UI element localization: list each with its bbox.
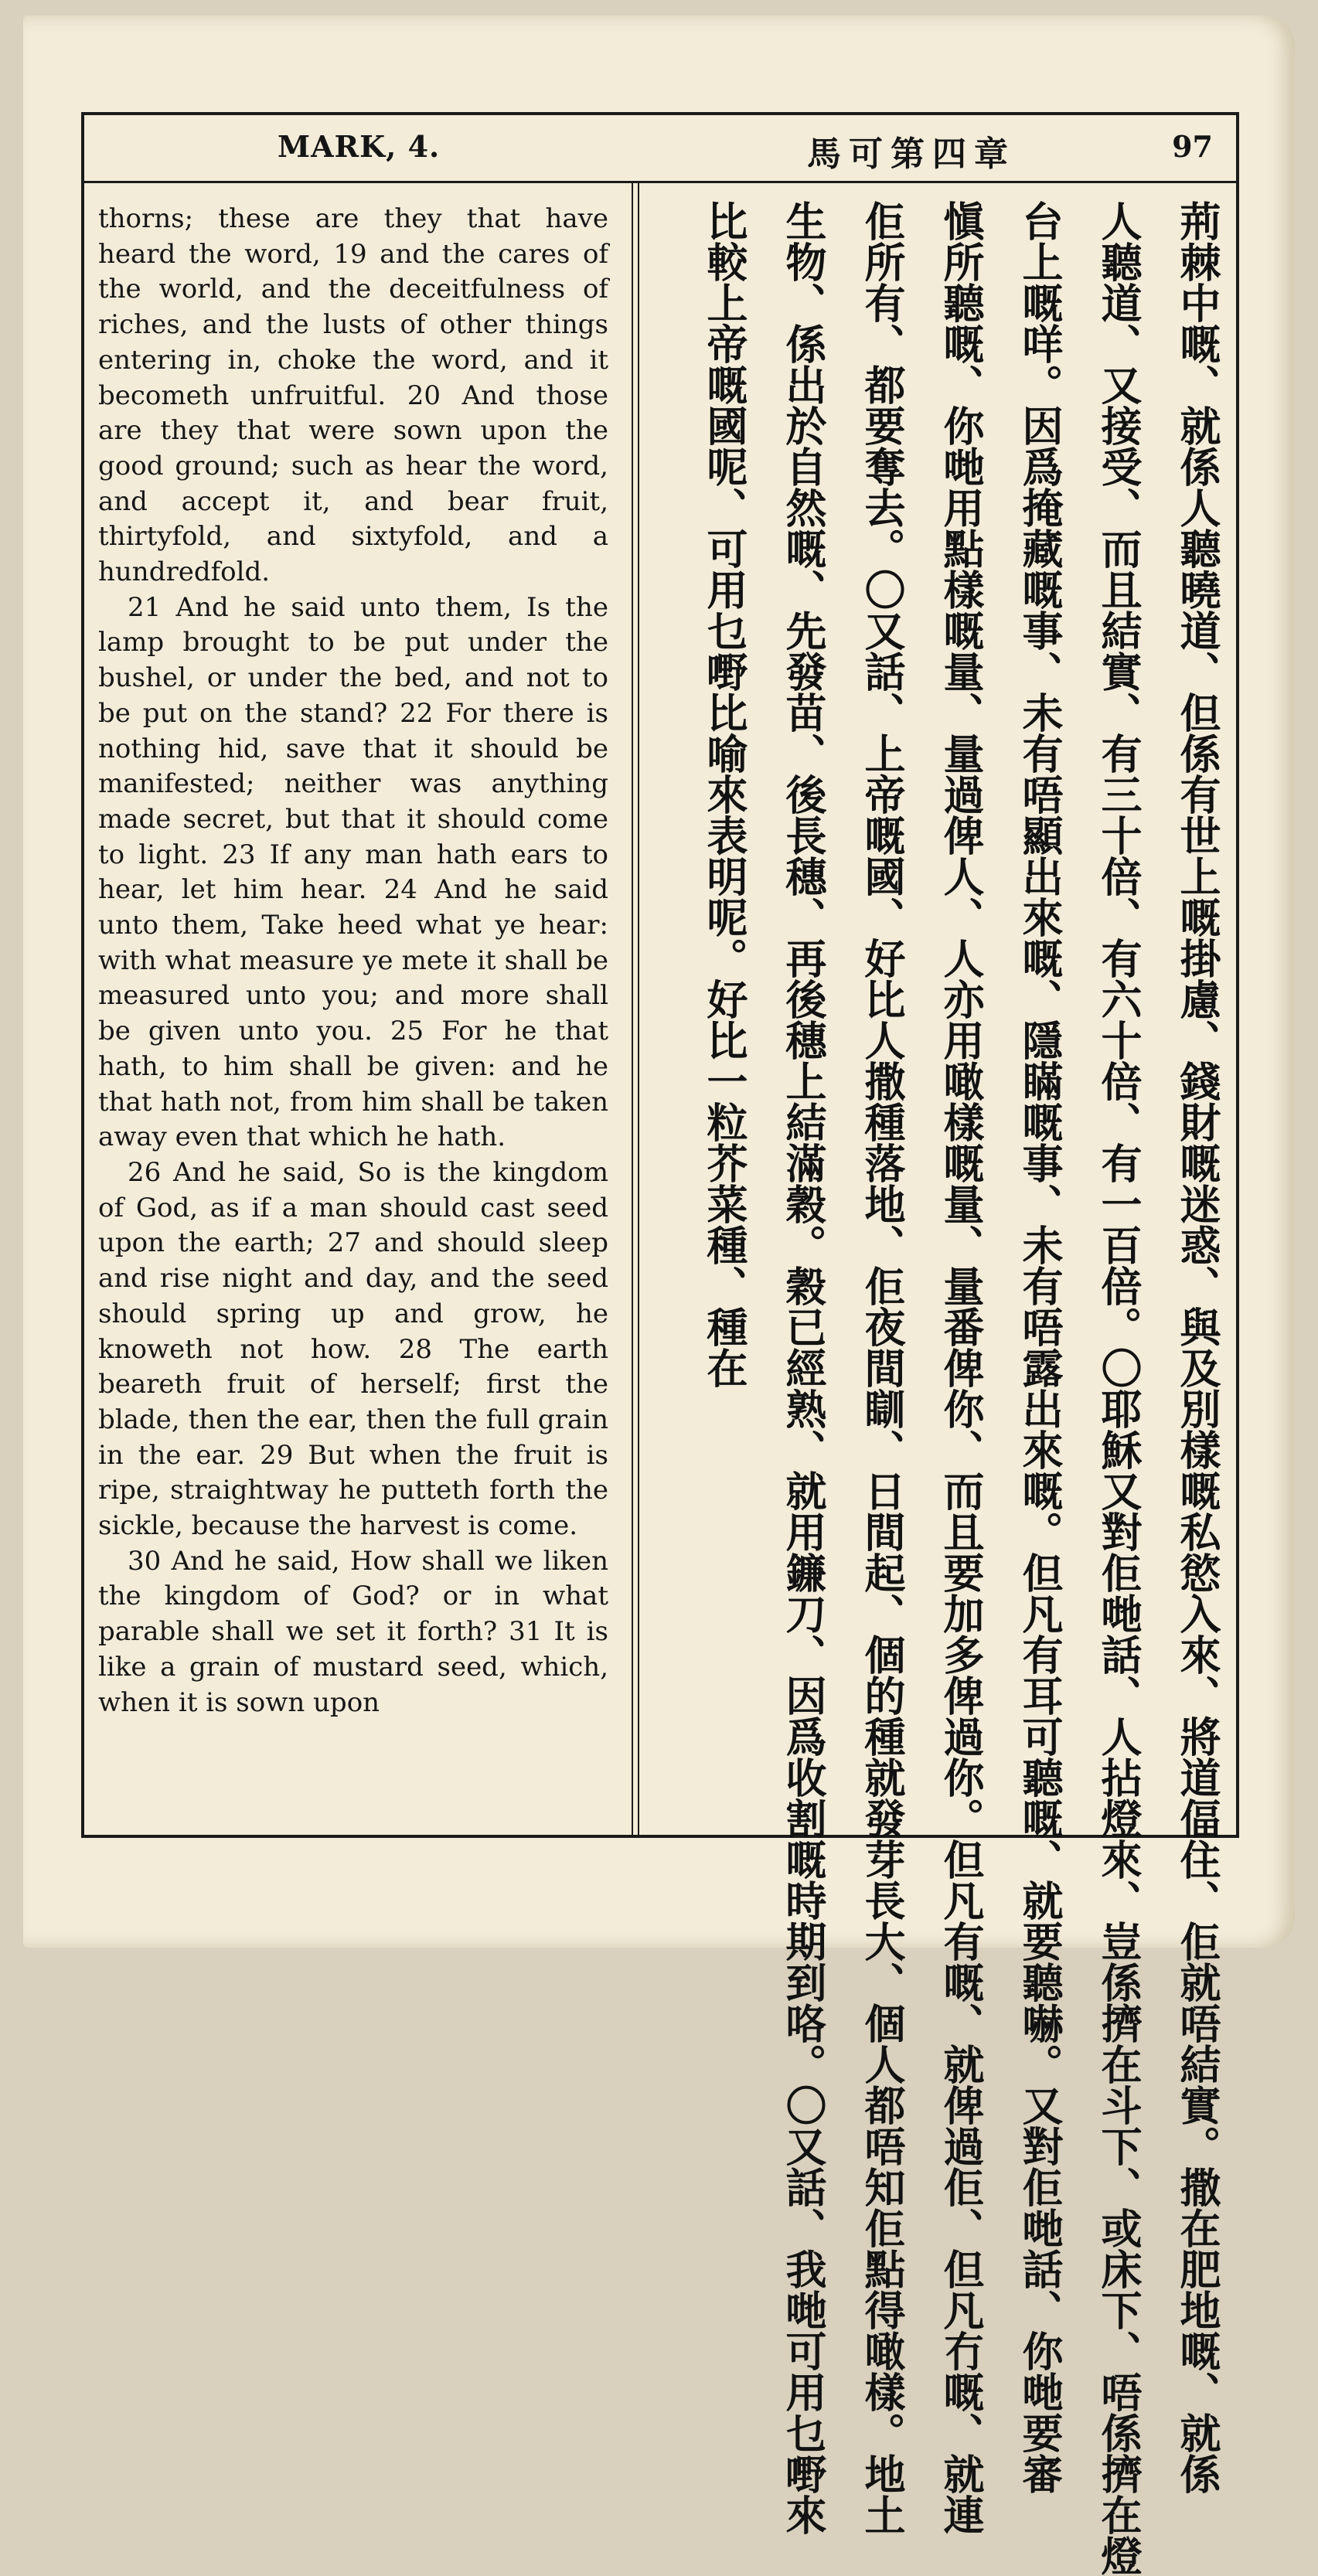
english-text-column — [98, 202, 608, 1720]
chinese-line: 比較上帝嘅國呢、可用乜嘢比喻來表明呢。好比一粒芥菜種、種在 — [700, 200, 748, 1388]
chinese-line: 佢所有、都要奪去。〇又話、上帝嘅國、好比人撒種落地、佢夜間瞓、日間起、個的種就發芽長大、個人都唔知佢點得噉樣。地土 — [858, 200, 905, 2535]
chinese-line: 生物、係出於自然嘅、先發苗、後長穗、再後穗上結滿穀。穀已經熟、就用鐮刀、因爲收割嘅時期到咯。〇又話、我哋可用乜嘢來 — [779, 200, 826, 2535]
running-header — [84, 115, 1236, 183]
chinese-line: 台上嘅咩。因爲掩藏嘅事、未有唔顯出來嘅、隱瞞嘅事、未有唔露出來嘅。但凡有耳可聽嘅、就要聽嚇。又對佢哋話、你哋要審 — [1016, 200, 1063, 2494]
page-frame — [81, 112, 1239, 2576]
chinese-line: 愼所聽嘅、你哋用點樣嘅量、量過俾人、人亦用噉樣嘅量、量番俾你、而且要加多俾過你。但凡有嘅、就俾過佢、但凡冇嘅、就連 — [937, 200, 984, 2535]
column-divider — [632, 183, 639, 1835]
english-paragraph: 26 And he said, So is the kingdom of God, as if a man should cast seed upon the earth; 27 and should sleep and rise night and day, and the seed should spring up and grow, he knoweth not how. 28 The earth beareth fruit of herself; first the blade, then the ear, then the full grain in the ear. 29 But when the fruit is ripe, straightway he putteth forth the sickle, because the harvest is come. — [98, 1156, 608, 1542]
chinese-line: 人聽道、又接受、而且結實、有三十倍、有六十倍、有一百倍。〇耶穌又對佢哋話、人拈燈來、豈係擠在斗下、或床下、唔係擠在燈 — [1095, 200, 1142, 2576]
english-paragraph: 30 And he said, How shall we liken the kingdom of God? or in what parable shall we set it forth? 31 It is like a grain of mustard seed, which, when it is sown upon — [98, 1545, 608, 1718]
english-paragraph: thorns; these are they that have heard the word, 19 and the cares of the world, and the deceitfulness of riches, and the lusts of other things entering in, choke the word, and it becometh unfruitful. 20 And those are they that were sown upon the good ground; such as hear the word, and accept it, and bear fruit, thirtyfold, and sixtyfold, and a hundredfold. — [98, 203, 608, 588]
book-page — [23, 15, 1295, 2576]
header-chinese-title: 馬可第四章 — [807, 134, 1016, 174]
english-paragraph: 21 And he said unto them, Is the lamp brought to be put under the bushel, or under the bed, and not to be put on the stand? 22 For there is nothing hid, save that it should be manifested; neither was anything made secret, but that it should come to light. 23 If any man hath ears to hear, let him hear. 24 And he said unto them, Take heed what ye hear: with what measure ye mete it shall be measured unto you; and more shall be given unto you. 25 For he that hath, to him shall be given: and he that hath not, from him shall be taken away even that which he hath. — [98, 591, 608, 1153]
header-book-chapter: MARK, 4. — [278, 129, 441, 164]
chinese-line: 荊棘中嘅、就係人聽曉道、但係有世上嘅掛慮、錢財嘅迷惑、與及別樣嘅私慾入來、將道偪住、佢就唔結實。撒在肥地嘅、就係 — [1173, 200, 1221, 2494]
chinese-text-column — [649, 200, 1221, 2576]
page-number: 97 — [1172, 129, 1213, 164]
